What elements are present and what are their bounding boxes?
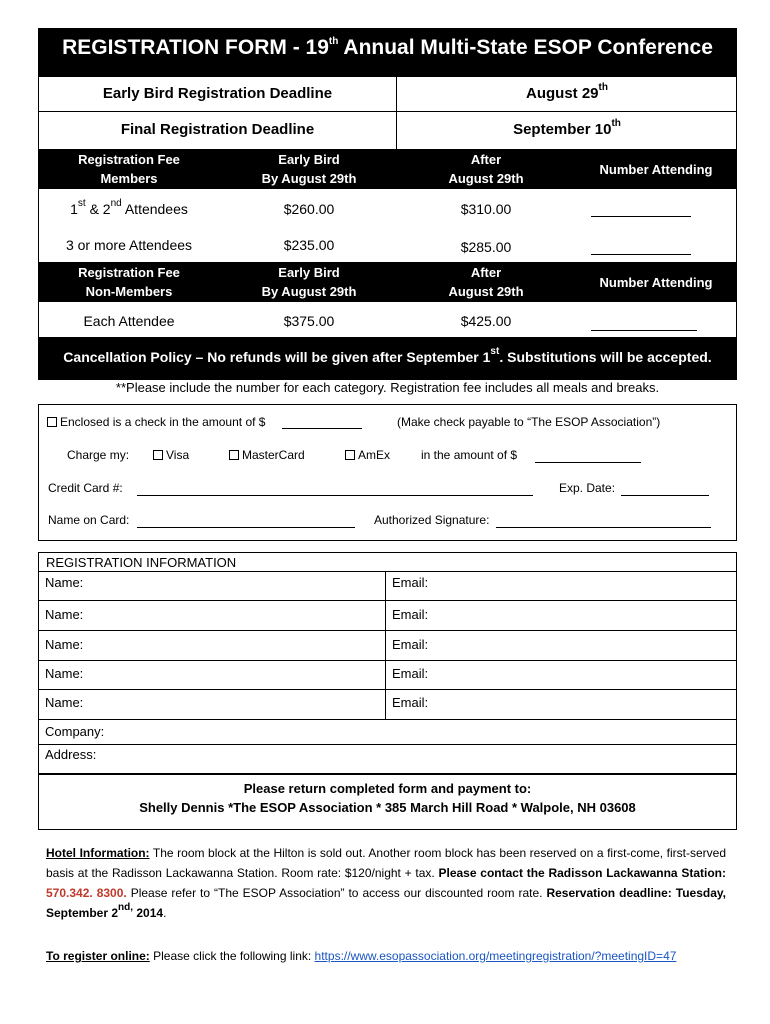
charge-amount-label: in the amount of $: [421, 448, 518, 462]
email-field-3[interactable]: Email:: [392, 637, 429, 652]
nonmembers-header: [39, 262, 736, 302]
signature-blank[interactable]: [496, 527, 711, 528]
email-field-1[interactable]: Email:: [392, 575, 429, 590]
check-amount-blank[interactable]: [282, 428, 362, 429]
enclosed-check-option[interactable]: Enclosed is a check in the amount of $: [47, 415, 265, 429]
visa-option[interactable]: Visa: [153, 448, 189, 462]
hotel-information: Hotel Information: The room block at the Hilton is sold out. Another room block has been reserved on a first-come, first-served basis at the Radisson Lackawanna Station. Room rate: $120/night + tax. Please contact the Radisson Lackawanna Station: 570.342. 8300. Please refer to “The ESOP Association” to access our discounted room rate. Reservation deadline: Tuesday, September $2^{nd,}$ 2014.: [46, 846, 727, 920]
registration-header: REGISTRATION INFORMATION: [46, 555, 237, 570]
divider: [385, 571, 386, 720]
nonmembers-row1-early: $375.00: [283, 313, 335, 329]
members-fee-heading: Registration Fee Members: [78, 152, 180, 186]
payable-note: (Make check payable to “The ESOP Association”): [397, 415, 661, 429]
divider: [39, 744, 736, 745]
name-field-4[interactable]: Name:: [45, 666, 84, 681]
divider: [39, 630, 736, 631]
final-deadline-label: Final Registration Deadline: [120, 121, 315, 138]
checkbox-icon[interactable]: [153, 450, 163, 460]
name-on-card-blank[interactable]: [137, 527, 355, 528]
early-deadline-label: Early Bird Registration Deadline: [102, 85, 333, 102]
company-field[interactable]: Company:: [45, 724, 105, 739]
final-deadline-date: September 10th: [513, 118, 621, 138]
name-field-2[interactable]: Name:: [45, 607, 84, 622]
cancellation-bar: [39, 337, 736, 380]
divider: [39, 600, 736, 601]
registration-info: [38, 552, 737, 774]
credit-card-label: Credit Card #:: [48, 481, 123, 495]
mastercard-option[interactable]: MasterCard: [229, 448, 305, 462]
members-row1-after: $310.00: [460, 201, 512, 217]
name-field-3[interactable]: Name:: [45, 637, 84, 652]
exp-date-label: Exp. Date:: [559, 481, 616, 495]
hotel-label: Hotel Information:: [46, 846, 150, 860]
exp-date-blank[interactable]: [621, 495, 709, 496]
address-field[interactable]: Address:: [45, 747, 97, 762]
email-field-5[interactable]: Email:: [392, 695, 429, 710]
email-field-2[interactable]: Email:: [392, 607, 429, 622]
reservation-deadline: Reservation deadline: Tuesday, September $2^{nd,}$ 2014: [46, 886, 727, 920]
divider: [39, 719, 736, 720]
members-row1-number-blank[interactable]: [591, 216, 691, 217]
nonmembers-after-heading: After August 29th: [448, 265, 524, 299]
members-after-heading: After August 29th: [448, 152, 524, 186]
nonmembers-early-heading: Early Bird By August 29th: [261, 265, 357, 299]
checkbox-icon[interactable]: [47, 417, 57, 427]
charge-label: Charge my:: [67, 448, 130, 462]
members-row2-label: 3 or more Attendees: [65, 237, 193, 253]
name-on-card-label: Name on Card:: [48, 513, 130, 527]
charge-amount-blank[interactable]: [535, 462, 641, 463]
members-number-heading: Number Attending: [599, 162, 713, 177]
checkbox-icon[interactable]: [229, 450, 239, 460]
nonmembers-number-heading: Number Attending: [599, 275, 713, 290]
divider: [39, 689, 736, 690]
members-row1-early: $260.00: [283, 201, 335, 217]
early-deadline-date: August 29th: [526, 82, 608, 102]
nonmembers-row1-number-blank[interactable]: [591, 330, 697, 331]
name-field-1[interactable]: Name:: [45, 575, 84, 590]
divider: [39, 571, 736, 572]
return-address: Shelly Dennis *The ESOP Association * 385 March Hill Road * Walpole, NH 03608: [139, 800, 636, 815]
payment-section: [38, 404, 737, 541]
return-address-box: [38, 774, 737, 830]
name-field-5[interactable]: Name:: [45, 695, 84, 710]
members-row2-number-blank[interactable]: [591, 254, 691, 255]
divider: [39, 660, 736, 661]
register-online-label: To register online:: [46, 949, 150, 963]
cancellation-policy: Cancellation Policy – No refunds will be given after September 1st. Substitutions will be accepted.: [63, 346, 712, 365]
form-title: REGISTRATION FORM - 19th Annual Multi-State ESOP Conference: [62, 36, 713, 59]
nonmembers-row1-after: $425.00: [460, 313, 512, 329]
registration-link[interactable]: https://www.esopassociation.org/meetingregistration/?meetingID=47: [314, 949, 677, 963]
amex-option[interactable]: AmEx: [345, 448, 390, 462]
email-field-4[interactable]: Email:: [392, 666, 429, 681]
hotel-phone: 570.342. 8300.: [46, 886, 127, 900]
fee-table: [38, 28, 737, 380]
signature-label: Authorized Signature:: [374, 513, 490, 527]
nonmembers-row1-label: Each Attendee: [83, 313, 175, 329]
divider: [39, 111, 736, 112]
register-online: To register online: Please click the following link: https://www.esopassociation.org/meetingregistration/?meetingID=47: [46, 949, 677, 963]
return-instruction: Please return completed form and payment to:: [243, 781, 532, 796]
credit-card-blank[interactable]: [137, 495, 533, 496]
members-early-heading: Early Bird By August 29th: [261, 152, 357, 186]
category-note: **Please include the number for each category. Registration fee includes all meals and breaks.: [115, 380, 660, 395]
members-row1-label: 1st & 2nd Attendees: [70, 198, 188, 217]
checkbox-icon[interactable]: [345, 450, 355, 460]
form-title-bar: [39, 29, 736, 77]
members-row2-after: $285.00: [460, 239, 512, 255]
members-row2-early: $235.00: [283, 237, 335, 253]
nonmembers-fee-heading: Registration Fee Non-Members: [78, 265, 180, 299]
members-header: [39, 149, 736, 189]
